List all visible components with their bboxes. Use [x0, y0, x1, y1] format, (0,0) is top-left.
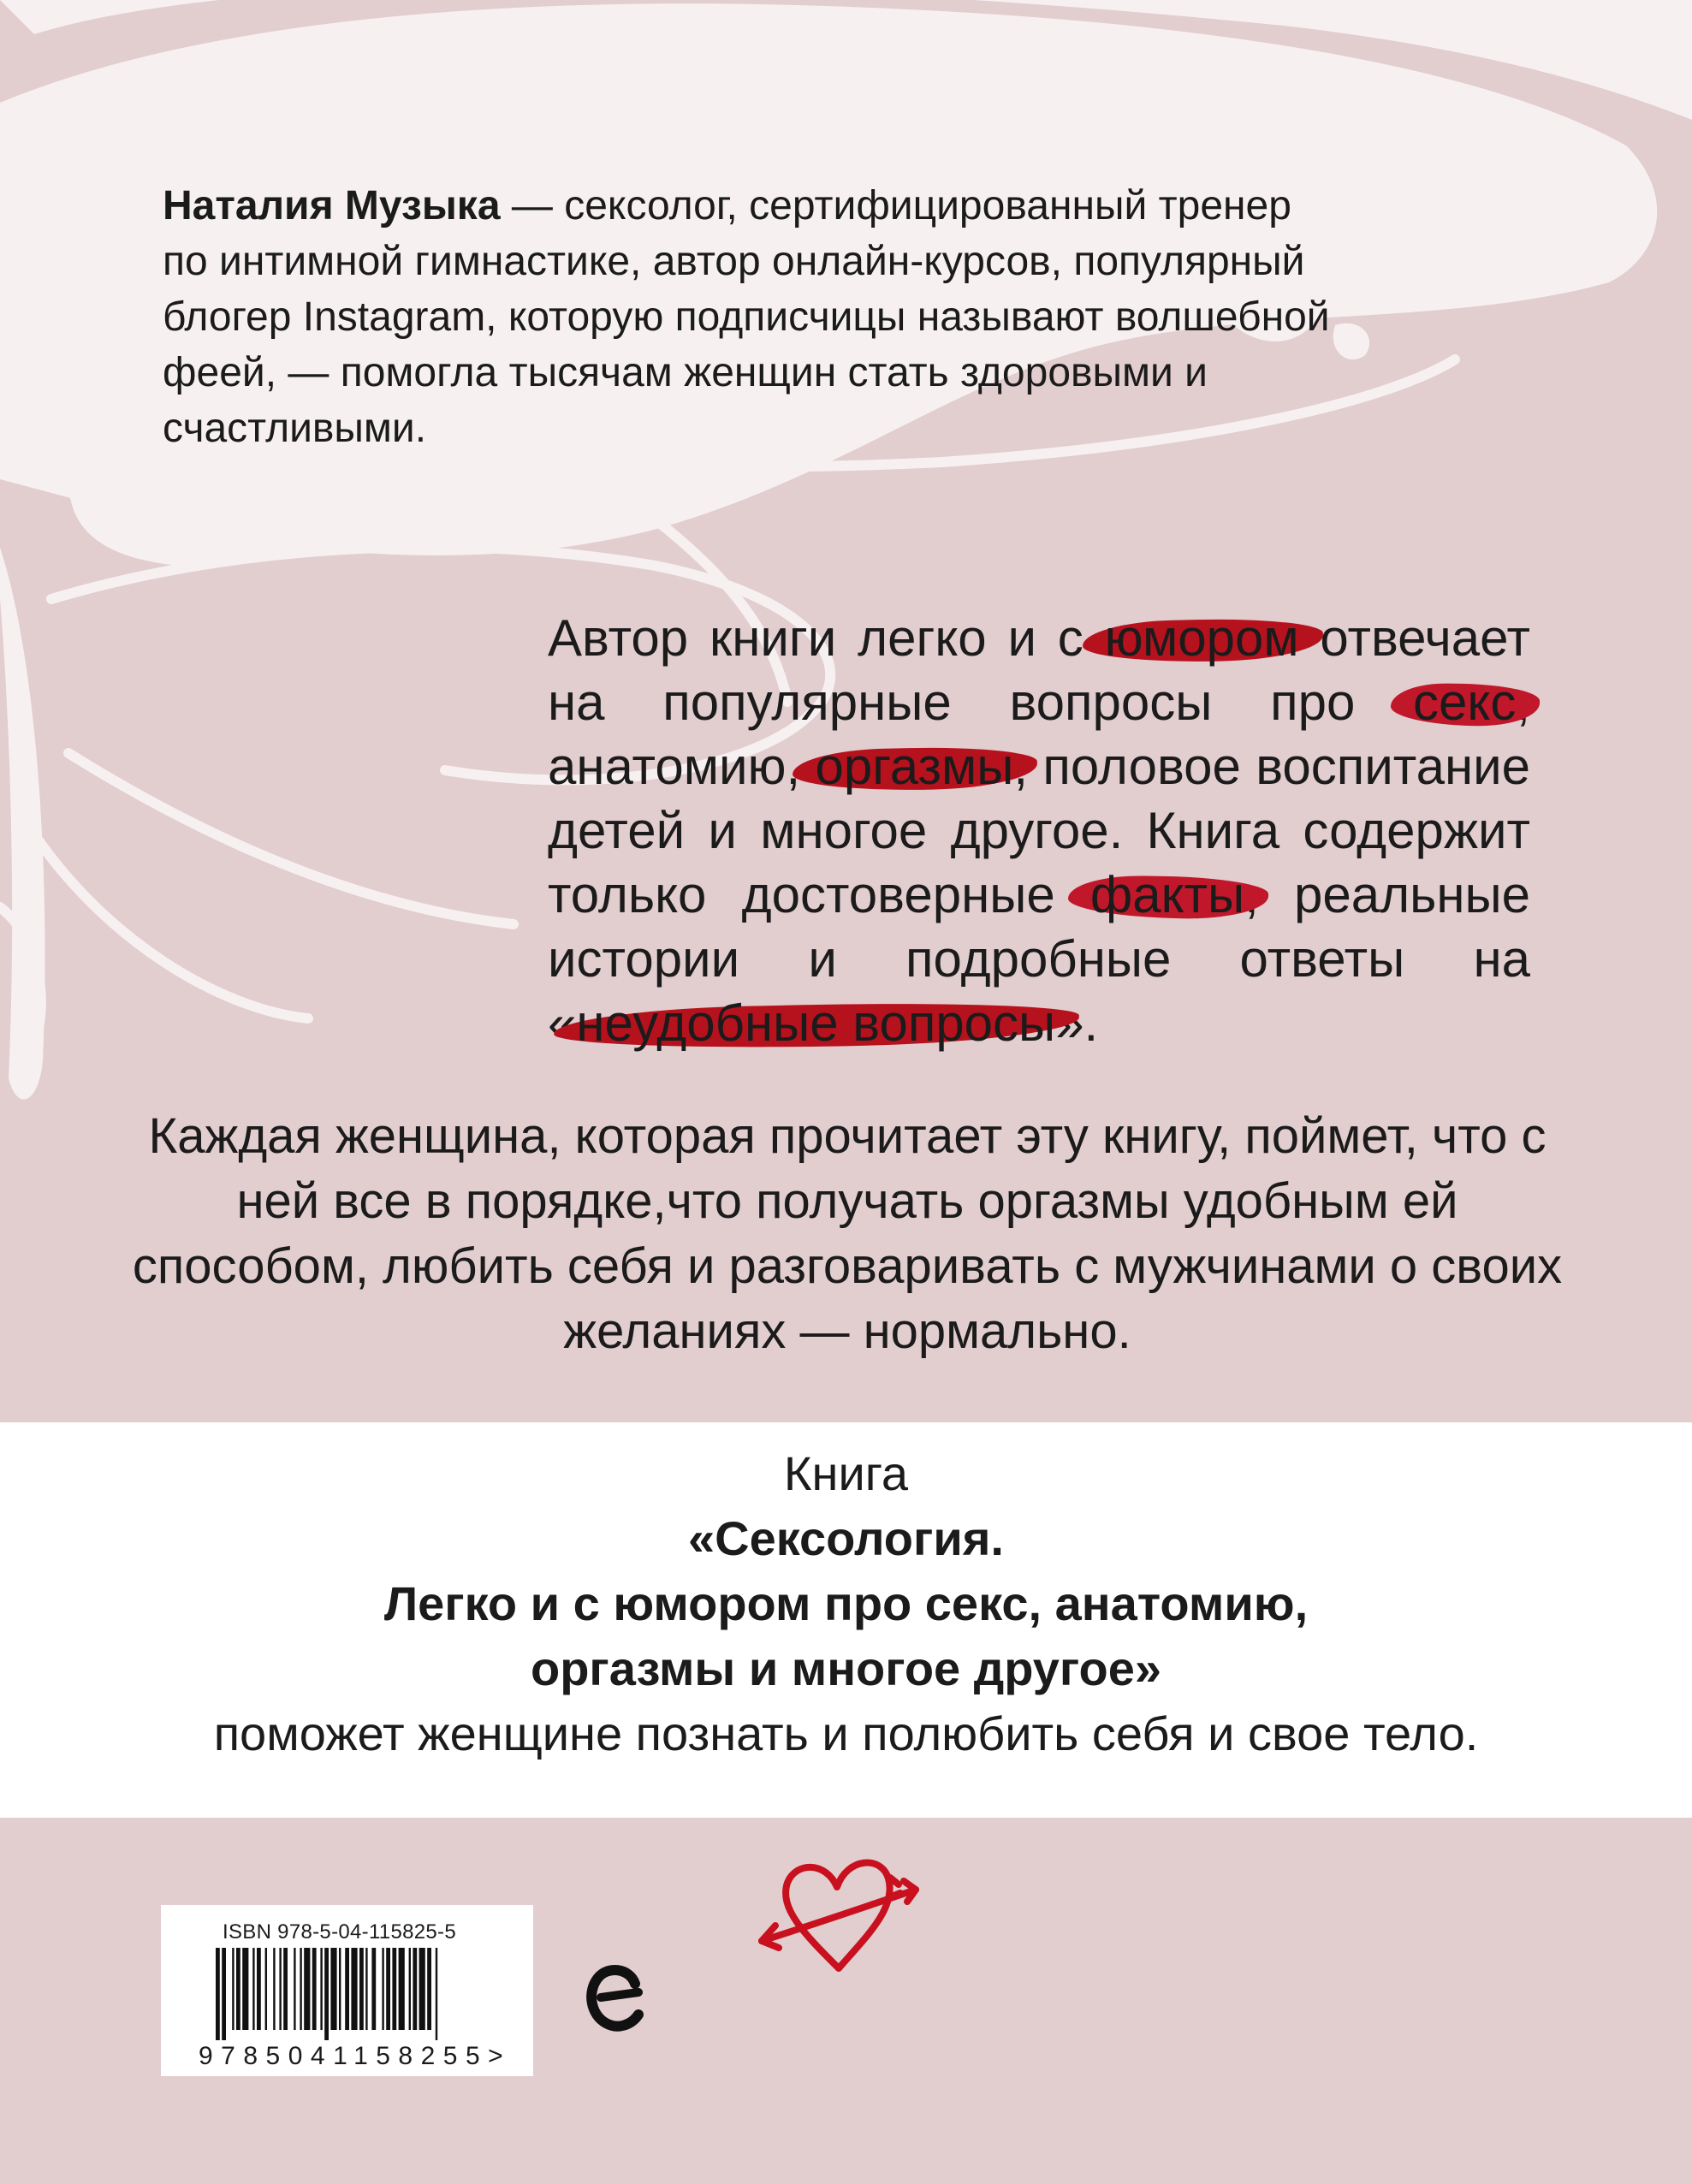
description-text: , половое воспитание детей и многое другое. Книга содержит только достоверные — [548, 738, 1530, 923]
barcode-bar — [324, 1948, 329, 2040]
book-description — [548, 606, 1530, 1055]
highlight-orgasms: оргазмы — [815, 738, 1014, 795]
barcode-bar — [419, 1948, 425, 2030]
barcode-bar — [312, 1948, 317, 2030]
description-text: Автор книги легко и с — [548, 609, 1105, 667]
barcode-bar — [345, 1948, 349, 2030]
author-name: Наталия Музыка — [163, 183, 501, 228]
barcode-panel — [161, 1905, 533, 2076]
barcode-bar — [427, 1948, 431, 2030]
author-bio-text: — сексолог, сертифицированный тренер по интимной гимнастике, автор онлайн-курсов, популярный блогер Instagram, которую подписчицы называют волшебной феей, — помогла тысячам женщин стать здоровыми и счастливыми. — [163, 183, 1330, 451]
barcode-bar — [386, 1948, 390, 2030]
book-title-band — [0, 1422, 1692, 1818]
barcode-bar — [242, 1948, 248, 2030]
book-title-line-2: Легко и с юмором про секс, анатомию, — [383, 1576, 1309, 1630]
barcode-bar — [252, 1948, 254, 2030]
description-text: отвечает на популярные вопросы про — [548, 609, 1531, 731]
barcode-bar — [222, 1948, 226, 2040]
barcode-bar — [339, 1948, 341, 2030]
barcode-bar — [232, 1948, 234, 2030]
barcode-bar — [304, 1948, 310, 2030]
isbn-digits: 9785041158255> — [199, 2042, 512, 2070]
highlight-humor: юмором — [1104, 609, 1299, 667]
description-text: ». — [1055, 994, 1099, 1052]
book-intro: Книга — [783, 1446, 909, 1500]
barcode-bar — [279, 1948, 281, 2030]
highlight-awkward-questions: неудобные вопросы — [576, 994, 1056, 1052]
barcode-bar — [257, 1948, 261, 2030]
barcode-bar — [399, 1948, 405, 2030]
book-title-line-3: оргазмы и многое другое» — [531, 1641, 1161, 1695]
barcode-bar — [265, 1948, 267, 2030]
publisher-logo-icon — [582, 1958, 650, 2037]
description-text: , анатомию, — [548, 674, 1530, 795]
barcode-bar — [236, 1948, 240, 2030]
heart-arrow-icon — [753, 1840, 933, 1985]
highlight-sex: секс — [1413, 674, 1517, 731]
barcode-bar — [409, 1948, 411, 2030]
barcode-bar — [382, 1948, 383, 2030]
barcode-bar — [300, 1948, 301, 2030]
barcode-bar — [371, 1948, 376, 2030]
book-title-line-1: «Сексология. — [687, 1511, 1004, 1565]
barcode-bar — [351, 1948, 357, 2030]
barcode-bar — [330, 1948, 336, 2030]
barcode-bar — [359, 1948, 364, 2030]
barcode-bar — [392, 1948, 396, 2030]
barcode-bar — [283, 1948, 288, 2030]
description-text: , реальные истории и подробные ответы на « — [548, 866, 1530, 1052]
barcode — [216, 1948, 490, 2040]
barcode-bar — [413, 1948, 417, 2030]
isbn-label: ISBN 978-5-04-115825-5 — [223, 1920, 456, 1944]
barcode-bar — [273, 1948, 275, 2030]
barcode-bar — [365, 1948, 367, 2030]
highlight-facts: факты — [1089, 866, 1245, 923]
author-bio — [163, 178, 1335, 456]
reader-statement: Каждая женщина, которая прочитает эту книгу, поймет, что с ней все в порядке,что получать оргазмы удобным ей способом, любить себя и разговаривать с мужчинами о своих желаниях — нормально. — [132, 1108, 1563, 1359]
barcode-bar — [216, 1948, 220, 2040]
barcode-bar — [320, 1948, 322, 2030]
book-tagline: поможет женщине познать и полюбить себя и свое тело. — [213, 1706, 1479, 1760]
barcode-bar — [436, 1948, 437, 2040]
barcode-bar — [294, 1948, 295, 2030]
